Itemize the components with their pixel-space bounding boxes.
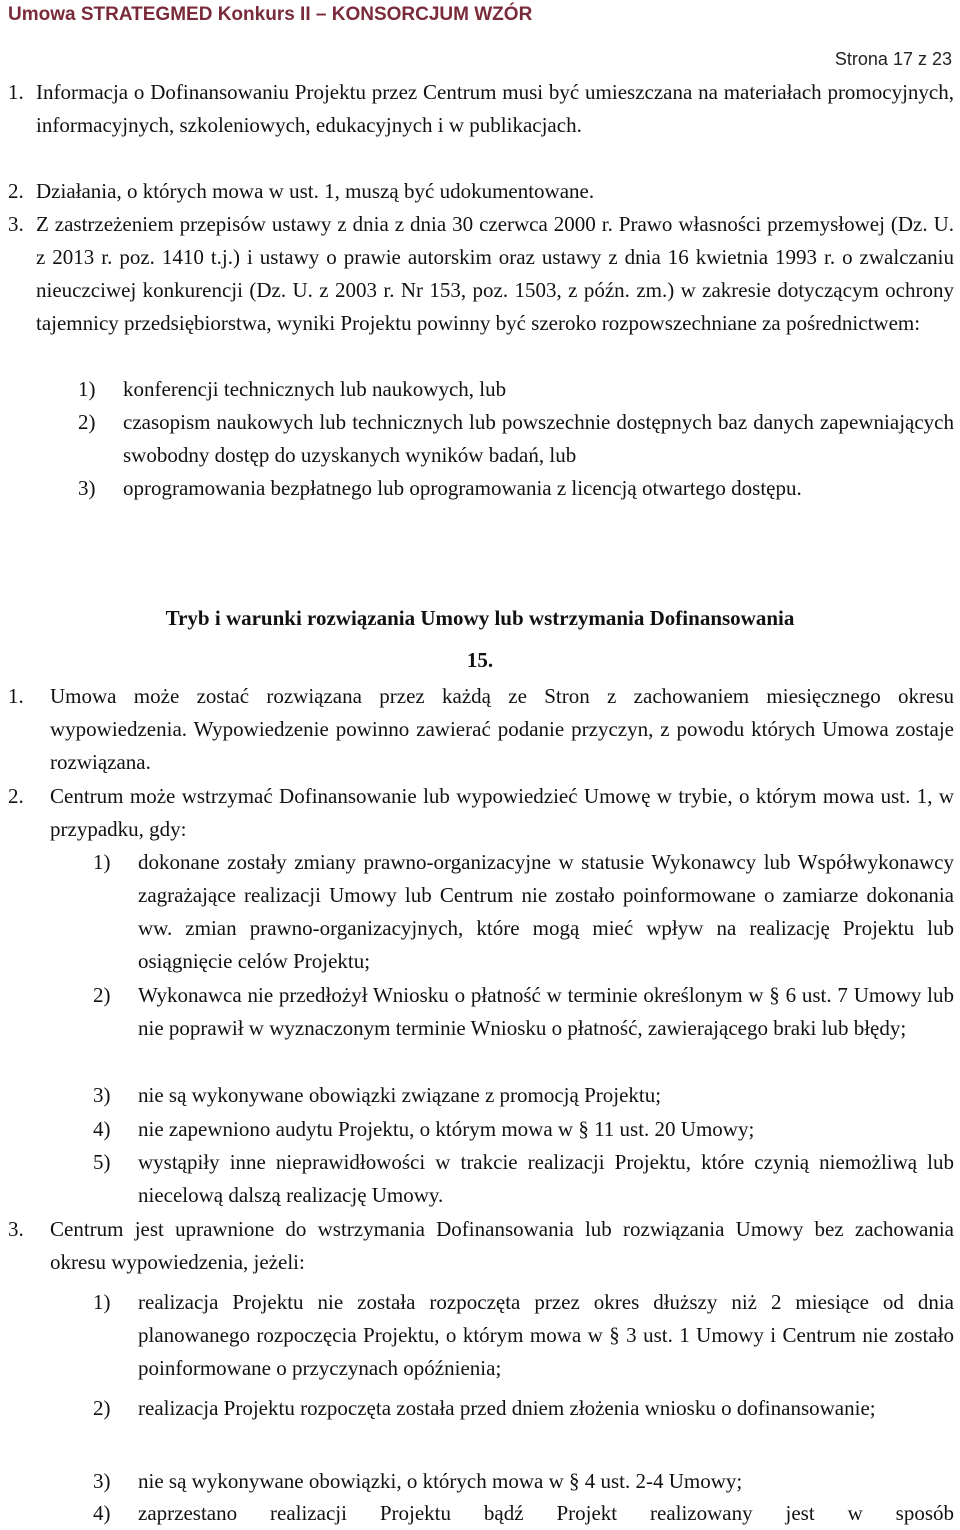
sublist-number: 2) xyxy=(78,410,96,434)
section-title: Tryb i warunki rozwiązania Umowy lub wstrzymania Dofinansowania xyxy=(165,606,795,630)
list-item: Z zastrzeżeniem przepisów ustawy z dnia z dnia 30 czerwca 2000 r. Prawo własności przemysłowej (Dz. U. z 2013 r. poz. 1410 t.j.) i ustawy o prawie autorskim oraz ustawy z dnia 16 kwietnia 1993 r. o zwalczaniu nieuczciwej konkurencji (Dz. U. z 2003 r. Nr 153, poz. 1503, z późn. zm.) w zakresie dotyczącym ochrony tajemnicy przedsiębiorstwa, wyniki Projektu powinny być szeroko rozpowszechniane za pośrednictwem: xyxy=(36,212,954,335)
sublist-item: konferencji technicznych lub naukowych, lub xyxy=(123,377,507,401)
sublist-number: 4) xyxy=(93,1117,111,1141)
sublist-number: 1) xyxy=(93,850,111,874)
sublist-item: realizacja Projektu nie została rozpoczęta przez okres dłuższy niż 2 miesiące od dnia planowanego rozpoczęcia Projektu, o którym mowa w § 3 ust. 1 Umowy i Centrum nie zostało poinformowane o przyczynach opóźnienia; xyxy=(138,1290,954,1380)
list-number: 3. xyxy=(8,1217,24,1241)
sublist-number: 5) xyxy=(93,1150,111,1174)
list-number: 2. xyxy=(8,179,24,203)
sublist-item: nie są wykonywane obowiązki związane z promocją Projektu; xyxy=(138,1083,662,1107)
sublist-item: czasopism naukowych lub technicznych lub powszechnie dostępnych baz danych zapewniających swobodny dostęp do uzyskanych wyników badań, lub xyxy=(123,410,954,467)
list-item: Działania, o których mowa w ust. 1, muszą być udokumentowane. xyxy=(36,179,595,203)
document-header-title: Umowa STRATEGMED Konkurs II – KONSORCJUM WZÓR xyxy=(8,4,533,25)
sublist-item: realizacja Projektu rozpoczęta została przed dniem złożenia wniosku o dofinansowanie; xyxy=(138,1396,876,1420)
sublist-item: dokonane zostały zmiany prawno-organizacyjne w statusie Wykonawcy lub Współwykonawcy zagrażające realizacji Umowy lub Centrum nie zostało poinformowane o zamiarze dokonania ww. zmian prawno-organizacyjnych, które mogą mieć wpływ na realizację Projektu lub osiągnięcie celów Projektu; xyxy=(138,850,954,973)
list-item: Centrum jest uprawnione do wstrzymania Dofinansowania lub rozwiązania Umowy bez zachowania okresu wypowiedzenia, jeżeli: xyxy=(50,1217,954,1274)
sublist-number: 1) xyxy=(93,1290,111,1314)
section-number: 15. xyxy=(466,648,494,672)
sublist-item: Wykonawca nie przedłożył Wniosku o płatność w terminie określonym w § 6 ust. 7 Umowy lub nie poprawił w wyznaczonym terminie Wniosku o płatność, zawierającego braki lub błędy; xyxy=(138,983,954,1040)
sublist-number: 3) xyxy=(78,476,96,500)
sublist-number: 1) xyxy=(78,377,96,401)
list-item: Informacja o Dofinansowaniu Projektu przez Centrum musi być umieszczana na materiałach promocyjnych, informacyjnych, szkoleniowych, edukacyjnych i w publikacjach. xyxy=(36,80,954,137)
list-number: 3. xyxy=(8,212,24,236)
sublist-number: 2) xyxy=(93,983,111,1007)
sublist-item: wystąpiły inne nieprawidłowości w trakcie realizacji Projektu, które czynią niemożliwą lub niecelową dalszą realizację Umowy. xyxy=(138,1150,954,1207)
list-item: Umowa może zostać rozwiązana przez każdą ze Stron z zachowaniem miesięcznego okresu wypowiedzenia. Wypowiedzenie powinno zawierać podanie przyczyn, z powodu których Umowa zostaje rozwiązana. xyxy=(50,684,954,774)
sublist-number: 2) xyxy=(93,1396,111,1420)
sublist-number: 3) xyxy=(93,1083,111,1107)
sublist-item: oprogramowania bezpłatnego lub oprogramowania z licencją otwartego dostępu. xyxy=(123,476,802,500)
sublist-number: 4) xyxy=(93,1501,111,1525)
sublist-item: nie są wykonywane obowiązki, o których mowa w § 4 ust. 2-4 Umowy; xyxy=(138,1469,743,1493)
sublist-number: 3) xyxy=(93,1469,111,1493)
sublist-item: zaprzestano realizacji Projektu bądź Projekt realizowany jest w sposób xyxy=(138,1501,954,1525)
list-number: 2. xyxy=(8,784,24,808)
list-number: 1. xyxy=(8,684,24,708)
list-item: Centrum może wstrzymać Dofinansowanie lub wypowiedzieć Umowę w trybie, o którym mowa ust. 1, w przypadku, gdy: xyxy=(50,784,954,841)
sublist-item: nie zapewniono audytu Projektu, o którym mowa w § 11 ust. 20 Umowy; xyxy=(138,1117,755,1141)
page-number: Strona 17 z 23 xyxy=(834,49,952,69)
list-number: 1. xyxy=(8,80,24,104)
